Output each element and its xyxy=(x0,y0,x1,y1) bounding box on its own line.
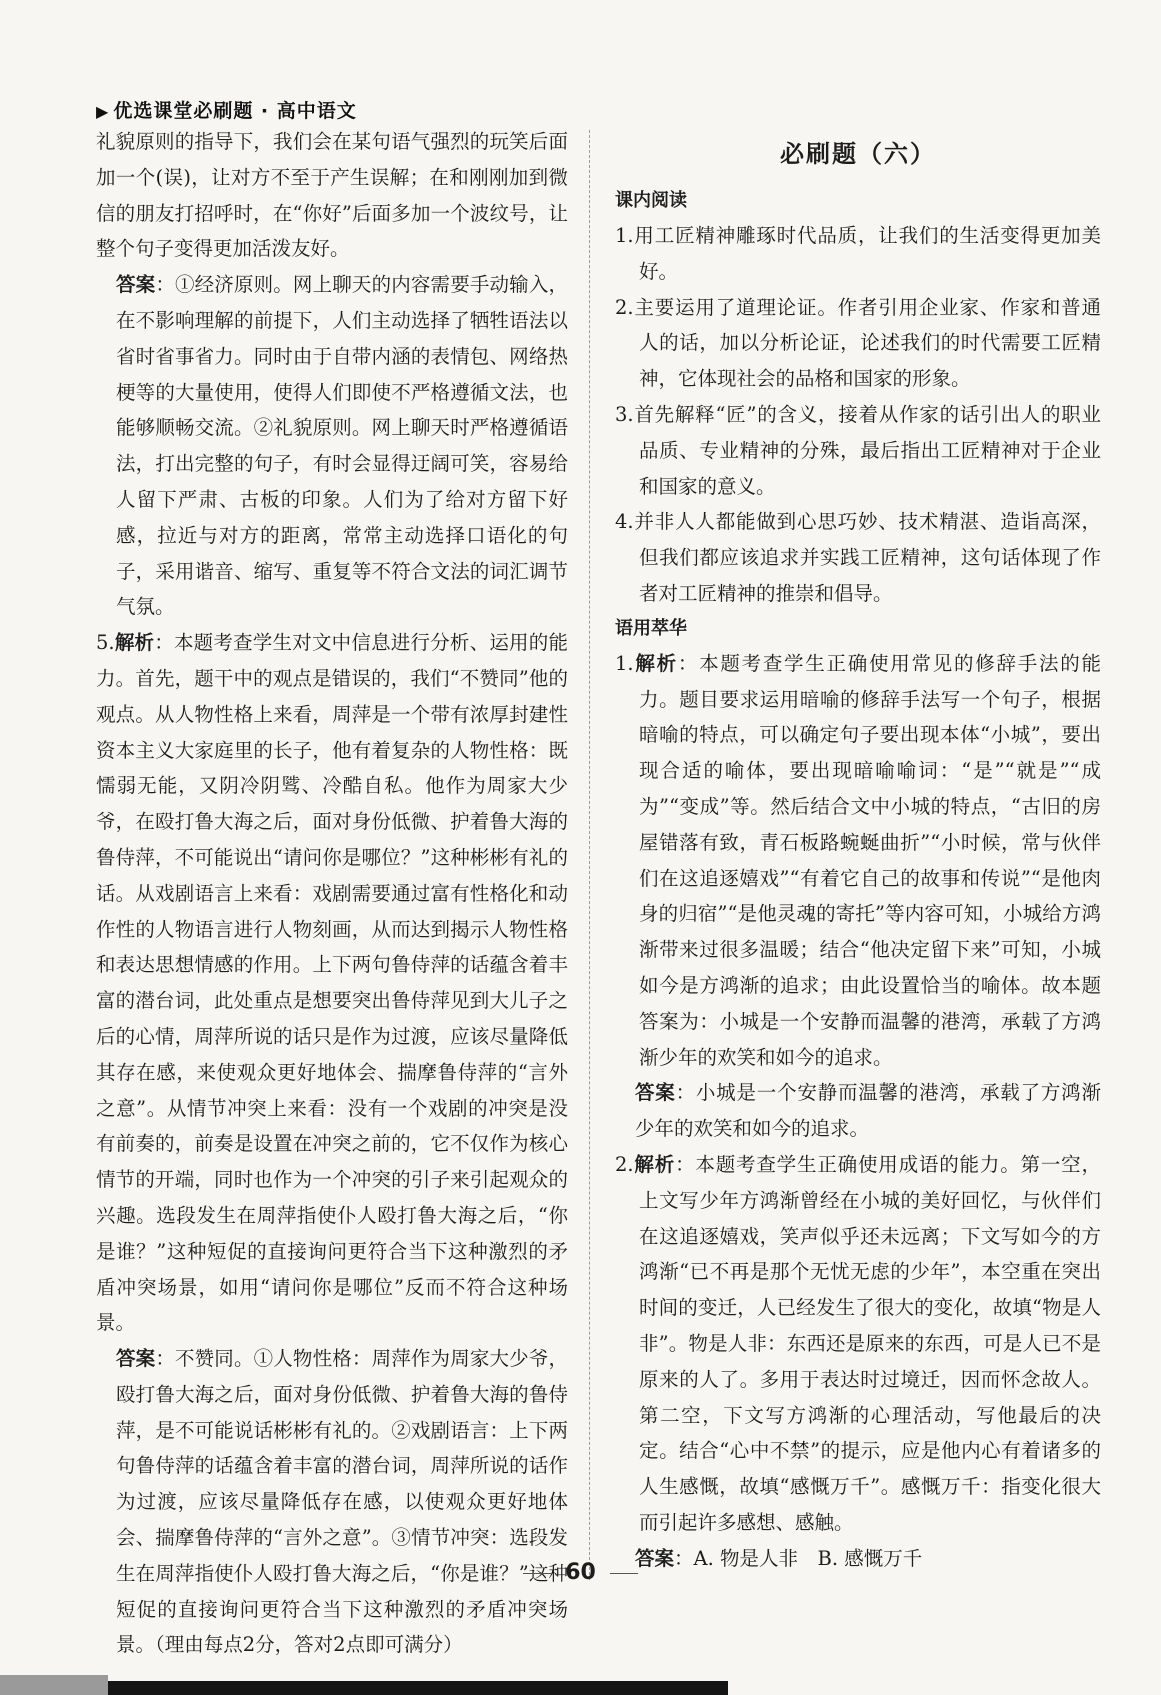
answer-text: ：不赞同。①人物性格：周萍作为周家大少爷，殴打鲁大海之后，面对身份低微、护着鲁大海的鲁侍萍，是不可能说话彬彬有礼的。②戏剧语言：上下两句鲁侍萍的话蕴含着丰富的潜台词，周萍所说的话作为过渡，应该尽量降低存在感，以使观众更好地体会、揣摩鲁侍萍的“言外之意”。③情节冲突：选段发生在周萍指使仆人殴打鲁大海之后，“你是谁？”这种短促的直接询问更符合当下这种激烈的矛盾冲突场景。（理由每点2分，答对2点即可满分） xyxy=(116,1347,568,1657)
answer-label: 答案 xyxy=(116,273,156,297)
section-heading-language: 语用萃华 xyxy=(615,617,687,639)
intro-paragraph: 礼貌原则的指导下，我们会在某句语气强烈的玩笑后面加一个(误)，让对方不至于产生误解；在和刚刚加到微信的朋友打招呼时，在“你好”后面多加一个波纹号，让整个句子变得更加活泼友好。 xyxy=(96,130,568,261)
language-answer-1 xyxy=(615,1075,1101,1147)
language-item-1 xyxy=(615,646,1101,1076)
item-number: 2. xyxy=(615,1152,634,1176)
answer-label: 答案 xyxy=(635,1081,676,1105)
answer-text: ：A. 物是人非 B. 感慨万千 xyxy=(674,1546,923,1570)
triangle-icon: ▶ xyxy=(96,102,110,121)
item-number: 4. xyxy=(615,510,634,534)
answer-text: ：①经济原则。网上聊天的内容需要手动输入，在不影响理解的前提下，人们主动选择了牺牲语法以省时省事省力。同时由于自带内涵的表情包、网络热梗等的大量使用，使得人们即使不严格遵循文法，也能够顺畅交流。②礼貌原则。网上聊天时严格遵循语法，打出完整的句子，有时会显得迂阔可笑，容易给人留下严肃、古板的印象。人们为了给对方留下好感，拉近与对方的距离，常常主动选择口语化的句子，采用谐音、缩写、重复等不符合文法的词汇调节气氛。 xyxy=(116,273,568,619)
page-number-text: 60 xyxy=(565,1560,596,1585)
scan-edge-dark xyxy=(108,1681,728,1695)
item-text: 首先解释“匠”的含义，接着从作家的话引出人的职业品质、专业精神的分殊，最后指出工匠精神对于企业和国家的意义。 xyxy=(633,402,1101,498)
reading-item-1 xyxy=(615,218,1101,290)
answer-text: ：小城是一个安静而温馨的港湾，承载了方鸿渐少年的欢笑和如今的追求。 xyxy=(635,1081,1101,1141)
analysis-label: 解析 xyxy=(633,651,678,675)
reading-item-4 xyxy=(615,504,1101,611)
answer-label: 答案 xyxy=(635,1546,675,1570)
item-text: 主要运用了道理论证。作者引用企业家、作家和普通人的话，加以分析论证，论述我们的时代需要工匠精神，它体现社会的品格和国家的形象。 xyxy=(633,295,1101,391)
header-title: 优选课堂必刷题 · 高中语文 xyxy=(113,100,357,122)
answer-5 xyxy=(96,1341,568,1663)
item-number: 2. xyxy=(615,295,634,319)
page-dash-left xyxy=(523,1573,551,1574)
section-heading-reading: 课内阅读 xyxy=(615,190,687,211)
answer-4 xyxy=(96,267,568,625)
reading-item-3 xyxy=(615,397,1101,504)
left-column xyxy=(96,124,568,1663)
item-text: 并非人人都能做到心思巧妙、技术精湛、造诣高深，但我们都应该追求并实践工匠精神，这句话体现了作者对工匠精神的推崇和倡导。 xyxy=(633,510,1101,605)
scan-edge-gray xyxy=(0,1675,108,1695)
section-title: 必刷题（六） xyxy=(780,140,936,168)
page-number xyxy=(0,1560,1161,1585)
analysis-label: 解析 xyxy=(633,1152,676,1176)
running-header xyxy=(96,96,357,123)
analysis-text: ：本题考查学生正确使用常见的修辞手法的能力。题目要求运用暗喻的修辞手法写一个句子，根据暗喻的特点，可以确定句子要出现本体“小城”，要出现合适的喻体，要出现暗喻喻词：“是”“就是”“成为”“变成”等。然后结合文中小城的特点，“古旧的房屋错落有致，青石板路蜿蜒曲折”“小时候，常与伙伴们在这追逐嬉戏”“有着它自己的故事和传说”“是他肉身的归宿”“是他灵魂的寄托”等内容可知，小城给方鸿渐带来过很多温暖；结合“他决定留下来”可知，小城如今是方鸿渐的追求；由此设置恰当的喻体。故本题答案为：小城是一个安静而温馨的港湾，承载了方鸿渐少年的欢笑和如今的追求。 xyxy=(639,651,1101,1069)
item-number: 3. xyxy=(615,402,634,426)
item-number: 1. xyxy=(615,651,634,675)
analysis-text: ：本题考查学生正确使用成语的能力。第一空，上文写少年方鸿渐曾经在小城的美好回忆，与伙伴们在这追逐嬉戏，笑声似乎还未远离；下文写如今的方鸿渐“已不再是那个无忧无虑的少年”，本空重在突出时间的变迁，人已经发生了很大的变化，故填“物是人非”。物是人非：东西还是原来的东西，可是人已不是原来的人了。多用于表达时过境迁，因而怀念故人。第二空，下文写方鸿渐的心理活动，写他最后的决定。结合“心中不禁”的提示，应是他内心有着诸多的人生感慨，故填“感慨万千”。感慨万千：指变化很大而引起许多感想、感触。 xyxy=(639,1152,1101,1534)
question-number: 5. xyxy=(96,631,115,655)
analysis-text: ：本题考查学生对文中信息进行分析、运用的能力。首先，题干中的观点是错误的，我们“不赞同”他的观点。从人物性格上来看，周萍是一个带有浓厚封建性资本主义大家庭里的长子，他有着复杂的人物性格：既懦弱无能，又阴冷阴骘、冷酷自私。他作为周家大少爷，在殴打鲁大海之后，面对身份低微、护着鲁大海的鲁侍萍，不可能说出“请问你是哪位？”这种彬彬有礼的话。从戏剧语言上来看：戏剧需要通过富有性格化和动作性的人物语言进行人物刻画，从而达到揭示人物性格和表达思想情感的作用。上下两句鲁侍萍的话蕴含着丰富的潜台词，此处重点是想要突出鲁侍萍见到大儿子之后的心情，周萍所说的话只是作为过渡，应该尽量降低其存在感，来使观众更好地体会、揣摩鲁侍萍的“言外之意”。从情节冲突上来看：没有一个戏剧的冲突是没有前奏的，前奏是设置在冲突之前的，它不仅作为核心情节的开端，同时也作为一个冲突的引子来引起观众的兴趣。选段发生在周萍指使仆人殴打鲁大海之后，“你是谁？”这种短促的直接询问更符合当下这种激烈的矛盾冲突场景，如用“请问你是哪位”反而不符合这种场景。 xyxy=(96,631,568,1335)
item-number: 1. xyxy=(615,224,634,247)
column-divider xyxy=(589,130,590,1580)
language-item-2 xyxy=(615,1147,1101,1541)
analysis-label: 解析 xyxy=(114,631,155,655)
page-dash-right xyxy=(610,1573,638,1574)
answer-label: 答案 xyxy=(116,1347,156,1371)
right-column xyxy=(615,124,1101,1576)
question-5-analysis xyxy=(96,625,568,1341)
reading-item-2 xyxy=(615,290,1101,397)
item-text: 用工匠精神雕琢时代品质，让我们的生活变得更加美好。 xyxy=(633,224,1101,283)
